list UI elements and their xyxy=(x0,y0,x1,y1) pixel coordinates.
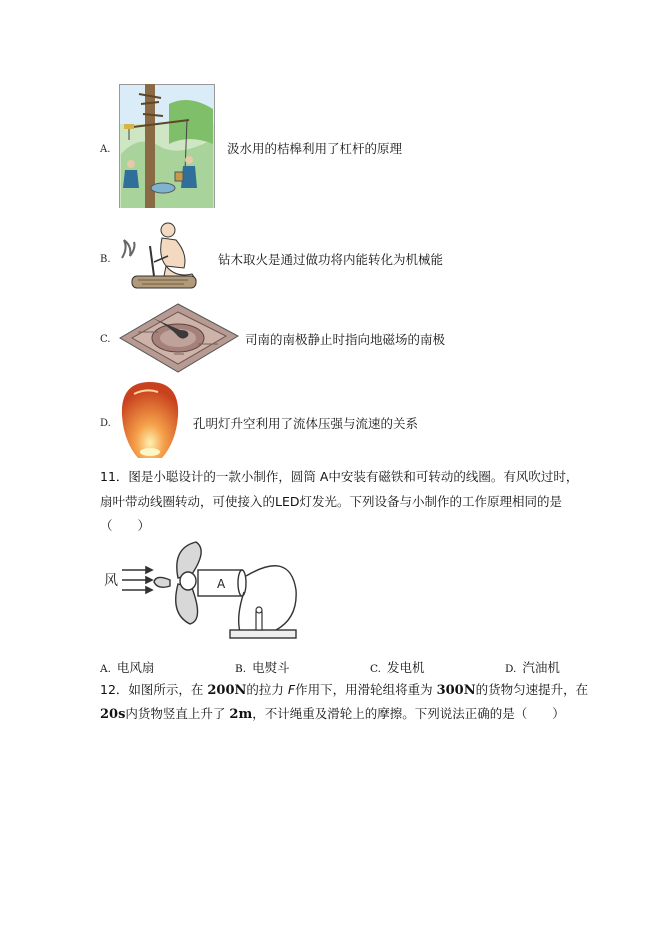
choice-text: 发电机 xyxy=(387,660,425,675)
cylinder-a-label: A xyxy=(217,577,226,591)
choice-text: 汽油机 xyxy=(522,660,560,675)
q12-time-value: 20s xyxy=(100,707,126,722)
question-11-line-1: 11．图是小聪设计的一款小制作，圆筒 A中安装有磁铁和可转动的线圈。有风吹过时， xyxy=(100,469,579,484)
choice-letter: C. xyxy=(370,663,381,675)
q12-text: 的货物匀速提升，在 xyxy=(475,682,589,697)
led xyxy=(256,612,262,630)
wind-generator-figure xyxy=(100,540,300,652)
option-text: 钻木取火是通过做功将内能转化为机械能 xyxy=(218,252,444,267)
option-d xyxy=(100,380,520,466)
q12-text: 的拉力 xyxy=(246,682,288,697)
choice-letter: A. xyxy=(100,663,111,675)
option-text: 孔明灯升空利用了流体压强与流速的关系 xyxy=(193,416,419,431)
choice-b[interactable] xyxy=(235,658,290,676)
q12-force-symbol: F xyxy=(287,682,296,697)
option-letter: A. xyxy=(100,144,111,155)
choice-text: 电熨斗 xyxy=(252,660,290,675)
choice-c[interactable] xyxy=(370,658,425,676)
option-a xyxy=(100,84,520,208)
option-text: 司南的南极静止时指向地磁场的南极 xyxy=(245,332,446,347)
choice-letter: B. xyxy=(235,663,247,675)
option-text: 汲水用的桔槔利用了杠杆的原理 xyxy=(227,141,403,156)
question-11-line-3: （ ） xyxy=(100,518,151,533)
q12-force-value: 200N xyxy=(207,683,247,698)
q12-text: 内货物竖直上升了 xyxy=(125,706,230,721)
question-12-line-2 xyxy=(100,702,565,727)
q12-height-value: 2m xyxy=(229,707,253,722)
fire-drill-image xyxy=(118,218,208,296)
question-11-line-2: 扇叶带动线圈转动，可使接入的LED灯发光。下列设备与小制作的工作原理相同的是 xyxy=(100,494,562,509)
q12-weight-value: 300N xyxy=(436,683,476,698)
kongming-lantern-image xyxy=(118,380,182,464)
q12-text: ，不计绳重及滑轮上的摩擦。下列说法正确的是（ ） xyxy=(252,706,565,721)
q12-text: 作用下，用滑轮组将重为 xyxy=(295,682,437,697)
option-b xyxy=(100,218,520,298)
base-board xyxy=(230,630,296,638)
wind-label: 风 xyxy=(104,573,118,589)
choice-d[interactable] xyxy=(505,658,560,676)
option-letter: D. xyxy=(100,418,111,429)
option-letter: B. xyxy=(100,254,111,265)
choice-letter: D. xyxy=(505,663,517,675)
option-c xyxy=(100,302,520,374)
well-sweep-image xyxy=(119,84,215,208)
question-12-line-1 xyxy=(100,678,588,703)
sinan-compass-image xyxy=(118,302,240,374)
choice-text: 电风扇 xyxy=(116,660,155,675)
q12-text: 12．如图所示，在 xyxy=(100,682,208,697)
choice-a[interactable] xyxy=(100,658,154,676)
option-letter: C. xyxy=(100,334,111,345)
